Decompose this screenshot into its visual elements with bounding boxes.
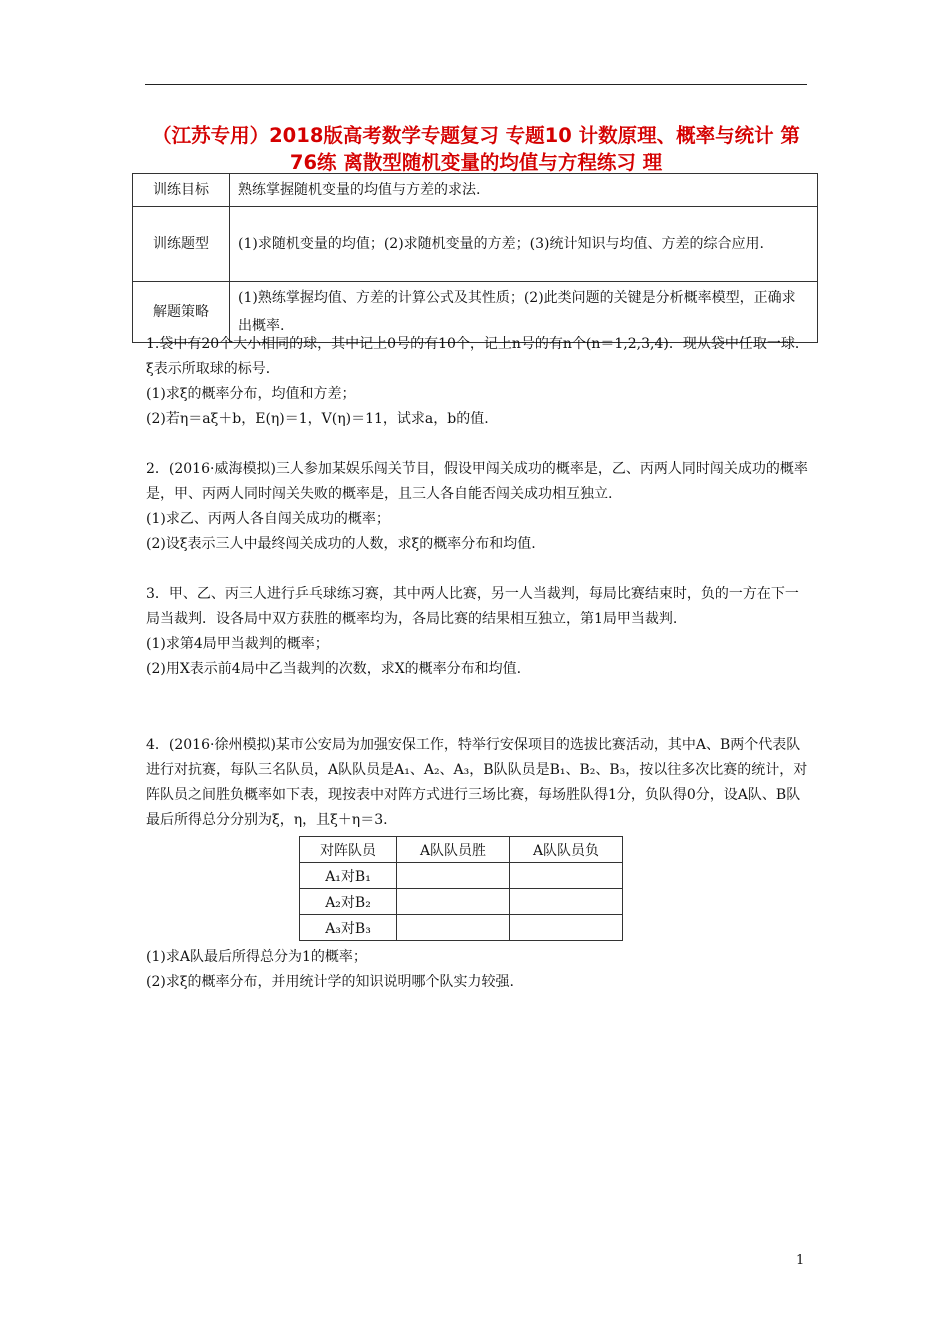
table-header-row xyxy=(300,837,623,863)
goal-value: (1)求随机变量的均值；(2)求随机变量的方差；(3)统计知识与均值、方差的综合应用. xyxy=(230,207,818,282)
goal-key: 训练题型 xyxy=(133,207,230,282)
sub-question: (2)若η＝aξ＋b，E(η)＝1，V(η)＝11，试求a，b的值. xyxy=(146,411,489,427)
sub-question: (1)求A队最后所得总分为1的概率； xyxy=(146,949,367,965)
sub-question: (2)求ξ的概率分布，并用统计学的知识说明哪个队实力较强. xyxy=(146,974,514,990)
table-cell: A₂对B₂ xyxy=(300,889,397,915)
table-cell xyxy=(510,863,623,889)
sub-question: (1)求ξ的概率分布，均值和方差； xyxy=(146,386,356,402)
column-header: 对阵队员 xyxy=(300,837,397,863)
table-row xyxy=(133,174,818,207)
sub-question: (2)用X表示前4局中乙当裁判的次数，求X的概率分布和均值. xyxy=(146,661,522,677)
table-cell: A₁对B₁ xyxy=(300,863,397,889)
goal-key: 解题策略 xyxy=(133,282,230,343)
training-goals-table xyxy=(132,173,818,343)
table-cell xyxy=(510,915,623,941)
table-cell xyxy=(397,889,510,915)
table-row xyxy=(133,207,818,282)
matchup-table xyxy=(299,836,623,941)
problem-stem: 4．(2016·徐州模拟)某市公安局为加强安保工作，特举行安保项目的选拔比赛活动，其中A、B两个代表队进行对抗赛，每队三名队员，A队队员是A₁、A₂、A₃，B队队员是B₁、B₂、B₃，按以往多次比赛的统计，对阵队员之间胜负概率如下表，现按表中对阵方式进行三场比赛，每场胜队得1分，负队得0分，设A队、B队最后所得总分分别为ξ，η，且ξ＋η＝3. xyxy=(146,737,808,828)
problem-2 xyxy=(146,457,811,557)
header-rule xyxy=(145,84,807,85)
column-header: A队队员胜 xyxy=(397,837,510,863)
table-cell xyxy=(397,863,510,889)
sub-question: (2)设ξ表示三人中最终闯关成功的人数，求ξ的概率分布和均值. xyxy=(146,536,536,552)
page-number: 1 xyxy=(796,1253,805,1268)
problem-1 xyxy=(146,332,811,432)
sub-question: (1)求第4局甲当裁判的概率； xyxy=(146,636,329,652)
problem-stem: 2．(2016·威海模拟)三人参加某娱乐闯关节目，假设甲闯关成功的概率是，乙、丙两人同时闯关成功的概率是，甲、丙两人同时闯关失败的概率是，且三人各自能否闯关成功相互独立. xyxy=(146,461,808,502)
goal-key: 训练目标 xyxy=(133,174,230,207)
problem-stem: 1.袋中有20个大小相同的球，其中记上0号的有10个，记上n号的有n个(n＝1,2,3,4)．现从袋中任取一球．ξ表示所取球的标号． xyxy=(146,336,809,377)
problem-4 xyxy=(146,733,811,833)
table-cell: A₃对B₃ xyxy=(300,915,397,941)
problem-stem: 3．甲、乙、丙三人进行乒乓球练习赛，其中两人比赛，另一人当裁判，每局比赛结束时，负的一方在下一局当裁判．设各局中双方获胜的概率均为，各局比赛的结果相互独立，第1局甲当裁判. xyxy=(146,586,799,627)
sub-question: (1)求乙、丙两人各自闯关成功的概率； xyxy=(146,511,390,527)
table-row xyxy=(300,915,623,941)
problem-3 xyxy=(146,582,811,682)
table-cell xyxy=(397,915,510,941)
table-cell xyxy=(510,889,623,915)
problem-4-questions xyxy=(146,945,811,995)
document-title: （江苏专用）2018版高考数学专题复习 专题10 计数原理、概率与统计 第76练 离散型随机变量的均值与方程练习 理 xyxy=(152,124,800,174)
goal-value: (1)熟练掌握均值、方差的计算公式及其性质；(2)此类问题的关键是分析概率模型，正确求出概率. xyxy=(230,282,818,343)
table-row xyxy=(300,889,623,915)
column-header: A队队员负 xyxy=(510,837,623,863)
goal-value: 熟练掌握随机变量的均值与方差的求法. xyxy=(230,174,818,207)
table-row xyxy=(300,863,623,889)
